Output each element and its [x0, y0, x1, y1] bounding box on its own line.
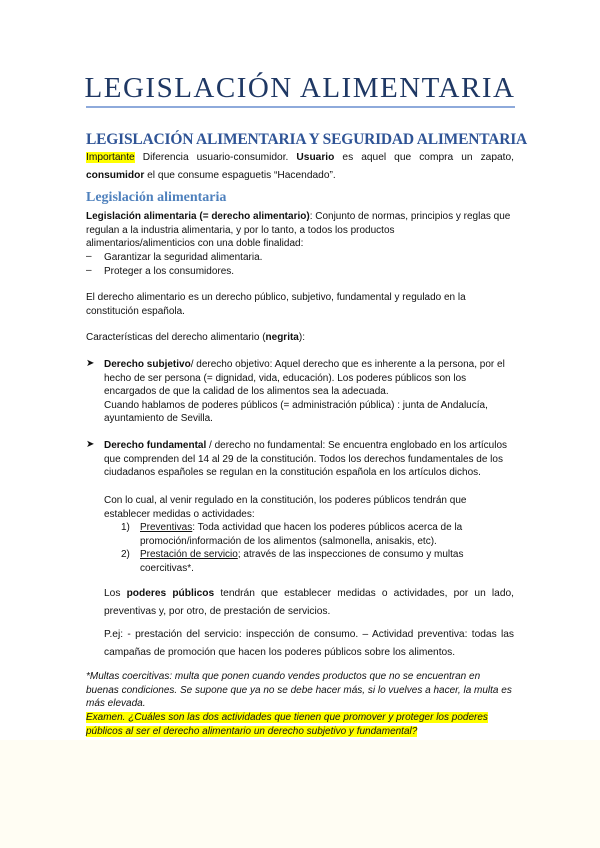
- title-underline: [86, 106, 515, 108]
- section-heading: LEGISLACIÓN ALIMENTARIA Y SEGURIDAD ALIMENTARIA: [86, 131, 528, 148]
- numbered-marker: 1): [121, 522, 130, 533]
- numbered-item-preventivas: Preventivas: Toda actividad que hacen los poderes públicos acerca de la promoción/información de los alimentos (salmonella, anisakis, etc).: [140, 522, 463, 547]
- nota-multas: *Multas coercitivas: multa que ponen cuando vendes productos que no se encuentran en buenas condiciones. Se supone que ya no se debe hacer más, si lo vuelves a hacer, la multa es más elevada.: [86, 671, 512, 709]
- list-item: Proteger a los consumidores.: [104, 266, 235, 277]
- important-paragraph: Importante Diferencia usuario-consumidor. Usuario es aquel que compra un zapato, consumidor el que consume espaguetis “Hacendado”.: [86, 152, 514, 181]
- numbered-marker: 2): [121, 549, 130, 560]
- derecho-paragraph: El derecho alimentario es un derecho público, subjetivo, fundamental y regulado en la constitución española.: [86, 292, 466, 317]
- characteristics-label: Características del derecho alimentario (negrita):: [86, 332, 305, 343]
- subsection-heading: Legislación alimentaria: [86, 190, 227, 205]
- bullet-derecho-subjetivo: Derecho subjetivo/ derecho objetivo: Aquel derecho que es inherente a la persona, por el hecho de ser persona (= dignidad, vida, educación). Los poderes públicos son los encargados de que la calidad de los alimentos sea la adecuada. Cuando hablamos de poderes públicos (= administración pública) : junta de Andalucía, ayuntamiento de Sevilla.: [104, 359, 505, 424]
- numbered-item-prestacion: Prestación de servicio; através de las inspecciones de consumo y multas coercitivas*.: [140, 549, 464, 574]
- medidas-paragraph: Con lo cual, al venir regulado en la constitución, los poderes públicos tendrán que establecer medidas o actividades:: [104, 495, 467, 520]
- definition-paragraph: Legislación alimentaria (= derecho alimentario): Conjunto de normas, principios y reglas que regulan a la industria alimentaria, y por lo tanto, a todos los productos alimentarios/alimenticios con una doble finalidad:: [86, 211, 511, 249]
- document-title: LEGISLACIÓN ALIMENTARIA: [84, 72, 516, 104]
- list-item: Garantizar la seguridad alimentaria.: [104, 252, 263, 263]
- arrow-bullet-icon: ➤: [86, 439, 95, 450]
- dash-bullet: –: [86, 265, 92, 276]
- arrow-bullet-icon: ➤: [86, 358, 95, 369]
- exam-question: Examen. ¿Cuáles son las dos actividades que tienen que promover y proteger los poderes públicos al ser el derecho alimentario un derecho subjetivo y fundamental?: [86, 712, 488, 737]
- important-tag: Importante: [86, 152, 135, 163]
- ejemplo-paragraph: P.ej: - prestación del servicio: inspección de consumo. – Actividad preventiva: todas las campañas de promoción que hacen los poderes públicos sobre los alimentos.: [104, 629, 514, 658]
- bullet-derecho-fundamental: Derecho fundamental / derecho no fundamental: Se encuentra englobado en los artículos que comprenden del 14 al 29 de la constitución. Todos los derechos fundamentales de los ciudadanos españoles se regulan en la constitución española en los artículos dichos.: [104, 440, 508, 478]
- dash-bullet: –: [86, 251, 92, 262]
- poderes-paragraph: Los poderes públicos tendrán que establecer medidas o actividades, por un lado, preventivas y, por otro, de prestación de servicios.: [104, 588, 514, 617]
